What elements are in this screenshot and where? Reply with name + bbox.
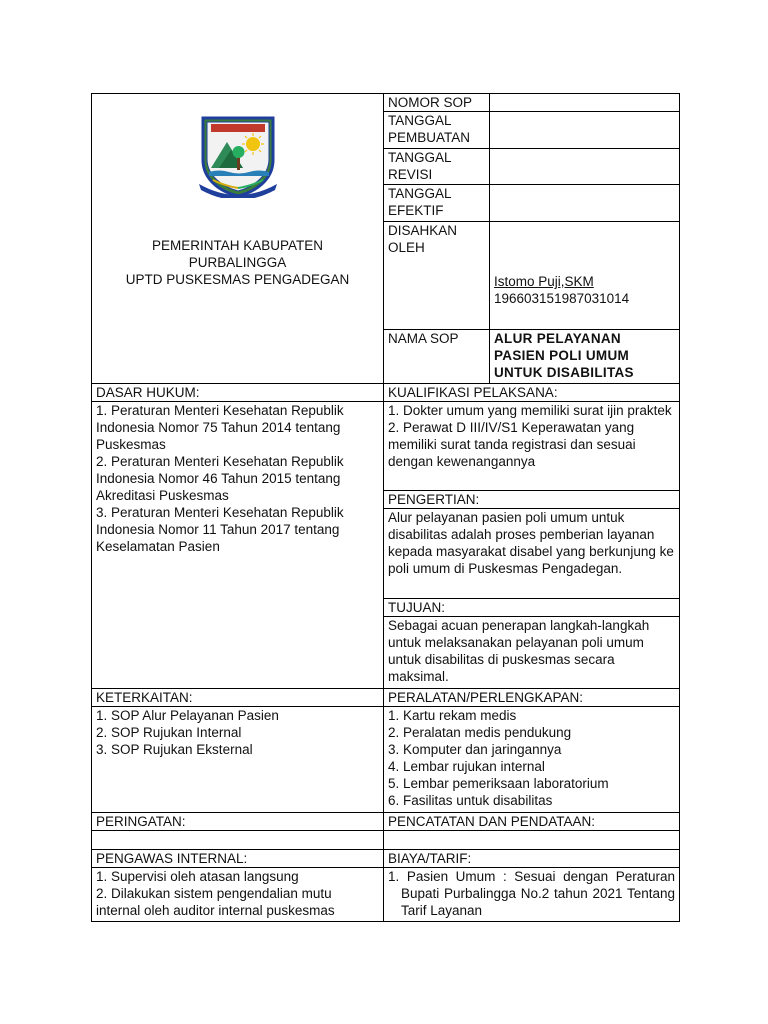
institution-name <box>96 237 379 288</box>
institution-line-1: PEMERINTAH KABUPATEN <box>151 238 324 253</box>
peringatan-content <box>92 831 384 850</box>
kualifikasi-label: KUALIFIKASI PELAKSANA: <box>384 384 680 402</box>
peralatan-item: 2. Peralatan medis pendukung <box>388 725 572 740</box>
institution-line-3: UPTD PUSKESMAS PENGADEGAN <box>125 272 350 287</box>
disahkan-label <box>384 222 490 330</box>
tanggal-pembuatan-label-2: PEMBUATAN <box>388 130 471 145</box>
pengawas-label: PENGAWAS INTERNAL: <box>92 850 384 868</box>
dasar-hukum-item: 3. Peraturan Menteri Kesehatan Republik Indonesia Nomor 11 Tahun 2017 tentang Keselamatan Pasien <box>96 505 344 554</box>
tanggal-pembuatan-label-1: TANGGAL <box>388 113 452 128</box>
keterkaitan-item: 1. SOP Alur Pelayanan Pasien <box>96 708 279 723</box>
coat-of-arms-icon <box>197 114 279 198</box>
pengawas-content <box>92 868 384 922</box>
pencatatan-label: PENCATATAN DAN PENDATAAN: <box>384 813 680 831</box>
signer-name: Istomo Puji,SKM <box>494 274 594 289</box>
biaya-label: BIAYA/TARIF: <box>384 850 680 868</box>
peralatan-content <box>384 707 680 813</box>
peralatan-item: 6. Fasilitas untuk disabilitas <box>388 793 553 808</box>
nama-sop-line-3: UNTUK DISABILITAS <box>494 365 634 380</box>
tanggal-efektif-label-1: TANGGAL <box>388 186 452 201</box>
dasar-hukum-content <box>92 402 384 689</box>
tanggal-revisi-label-1: TANGGAL <box>388 150 452 165</box>
disahkan-value <box>490 222 680 330</box>
pengertian-content: Alur pelayanan pasien poli umum untuk disabilitas adalah proses pemberian layanan kepada masyarakat disabel yang berkunjung ke poli umum di Puskesmas Pengadegan. <box>384 509 680 599</box>
pencatatan-content <box>384 831 680 850</box>
nomor-sop-label: NOMOR SOP <box>384 94 490 112</box>
tanggal-efektif-value <box>490 185 680 222</box>
nama-sop-line-1: ALUR PELAYANAN <box>494 331 621 346</box>
header-institution-cell <box>92 94 384 384</box>
keterkaitan-item: 3. SOP Rujukan Eksternal <box>96 742 253 757</box>
tanggal-pembuatan-label <box>384 112 490 149</box>
peralatan-item: 3. Komputer dan jaringannya <box>388 742 562 757</box>
pengawas-item: 2. Dilakukan sistem pengendalian mutu internal oleh auditor internal puskesmas <box>96 886 335 918</box>
regency-logo <box>96 114 379 209</box>
tanggal-revisi-value <box>490 149 680 185</box>
tanggal-revisi-label <box>384 149 490 185</box>
nama-sop-value <box>490 330 680 384</box>
signer-nip: 196603151987031014 <box>494 291 630 306</box>
biaya-content <box>384 868 680 922</box>
tujuan-label: TUJUAN: <box>384 599 680 617</box>
keterkaitan-content <box>92 707 384 813</box>
dasar-hukum-label: DASAR HUKUM: <box>92 384 384 402</box>
nama-sop-line-2: PASIEN POLI UMUM <box>494 348 630 363</box>
nama-sop-label: NAMA SOP <box>384 330 490 384</box>
peralatan-item: 4. Lembar rujukan internal <box>388 759 545 774</box>
keterkaitan-item: 2. SOP Rujukan Internal <box>96 725 242 740</box>
tanggal-efektif-label <box>384 185 490 222</box>
pengertian-label: PENGERTIAN: <box>384 491 680 509</box>
tanggal-revisi-label-2: REVISI <box>388 167 433 182</box>
dasar-hukum-item: 2. Peraturan Menteri Kesehatan Republik Indonesia Nomor 46 Tahun 2015 tentang Akreditasi Puskesmas <box>96 454 344 503</box>
disahkan-label-2: OLEH <box>388 240 425 255</box>
dasar-hukum-item: 1. Peraturan Menteri Kesehatan Republik Indonesia Nomor 75 Tahun 2014 tentang Puskesmas <box>96 403 344 452</box>
peralatan-item: 5. Lembar pemeriksaan laboratorium <box>388 776 609 791</box>
tanggal-pembuatan-value <box>490 112 680 149</box>
tanggal-efektif-label-2: EFEKTIF <box>388 203 444 218</box>
nomor-sop-value <box>490 94 680 112</box>
kualifikasi-item: 1. Dokter umum yang memiliki surat ijin praktek <box>388 403 672 418</box>
pengawas-item: 1. Supervisi oleh atasan langsung <box>96 869 299 884</box>
kualifikasi-item: 2. Perawat D III/IV/S1 Keperawatan yang memiliki surat tanda registrasi dan sesuai dengan kewenangannya <box>388 420 636 469</box>
disahkan-label-1: DISAHKAN <box>388 223 458 238</box>
peringatan-label: PERINGATAN: <box>92 813 384 831</box>
biaya-item: 1. Pasien Umum : Sesuai dengan Peraturan Bupati Purbalingga No.2 tahun 2021 Tentang Tarif Layanan <box>388 869 675 918</box>
peralatan-label: PERALATAN/PERLENGKAPAN: <box>384 689 680 707</box>
keterkaitan-label: KETERKAITAN: <box>92 689 384 707</box>
institution-line-2: PURBALINGGA <box>188 255 287 270</box>
tujuan-content: Sebagai acuan penerapan langkah-langkah untuk melaksanakan pelayanan poli umum untuk disabilitas di puskesmas secara maksimal. <box>384 617 680 689</box>
peralatan-item: 1. Kartu rekam medis <box>388 708 517 723</box>
sop-table <box>91 93 680 922</box>
kualifikasi-content <box>384 402 680 491</box>
